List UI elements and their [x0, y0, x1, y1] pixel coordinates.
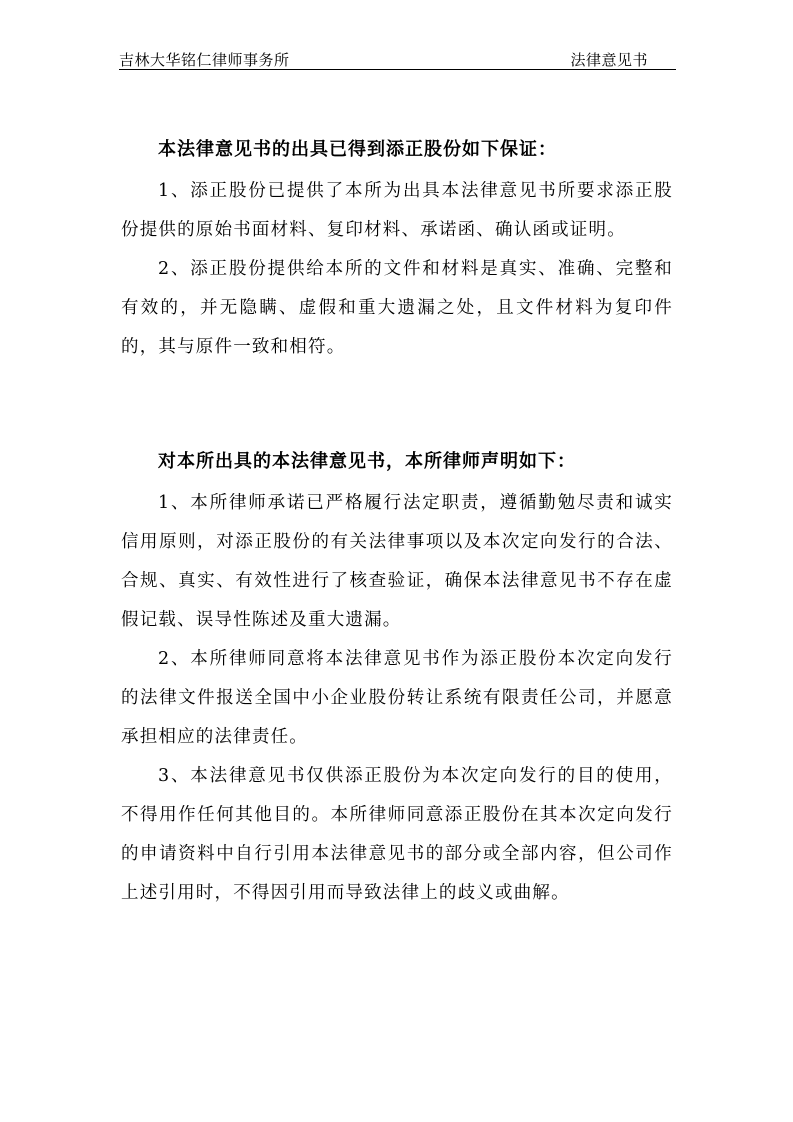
- paragraph: 2、本所律师同意将本法律意见书作为添正股份本次定向发行的法律文件报送全国中小企业股份转让系统有限责任公司，并愿意承担相应的法律责任。: [121, 649, 673, 747]
- paragraph: 1、添正股份已提供了本所为出具本法律意见书所要求添正股份提供的原始书面材料、复印材料、承诺函、确认函或证明。: [121, 181, 673, 240]
- page-header: [119, 46, 676, 70]
- paragraph: 1、本所律师承诺已严格履行法定职责，遵循勤勉尽责和诚实信用原则，对添正股份的有关法律事项以及本次定向发行的合法、合规、真实、有效性进行了核查验证，确保本法律意见书不存在虚假记载、误导性陈述及重大遗漏。: [121, 493, 673, 630]
- document-type: 法律意见书: [570, 51, 648, 69]
- paragraph: 3、本法律意见书仅供添正股份为本次定向发行的目的使用，不得用作任何其他目的。本所律师同意添正股份在其本次定向发行的申请资料中自行引用本法律意见书的部分或全部内容，但公司作上述引用时，不得因引用而导致法律上的歧义或曲解。: [121, 766, 673, 903]
- section-heading: 本法律意见书的出具已得到添正股份如下保证：: [158, 139, 557, 160]
- paragraph: 2、添正股份提供给本所的文件和材料是真实、准确、完整和有效的，并无隐瞒、虚假和重大遗漏之处，且文件材料为复印件的，其与原件一致和相符。: [121, 259, 673, 357]
- section-heading: 对本所出具的本法律意见书，本所律师声明如下：: [158, 451, 576, 472]
- guarantee-section: [121, 135, 673, 367]
- law-firm-name: 吉林大华铭仁律师事务所: [119, 51, 290, 69]
- lawyer-declaration-section: [121, 447, 673, 913]
